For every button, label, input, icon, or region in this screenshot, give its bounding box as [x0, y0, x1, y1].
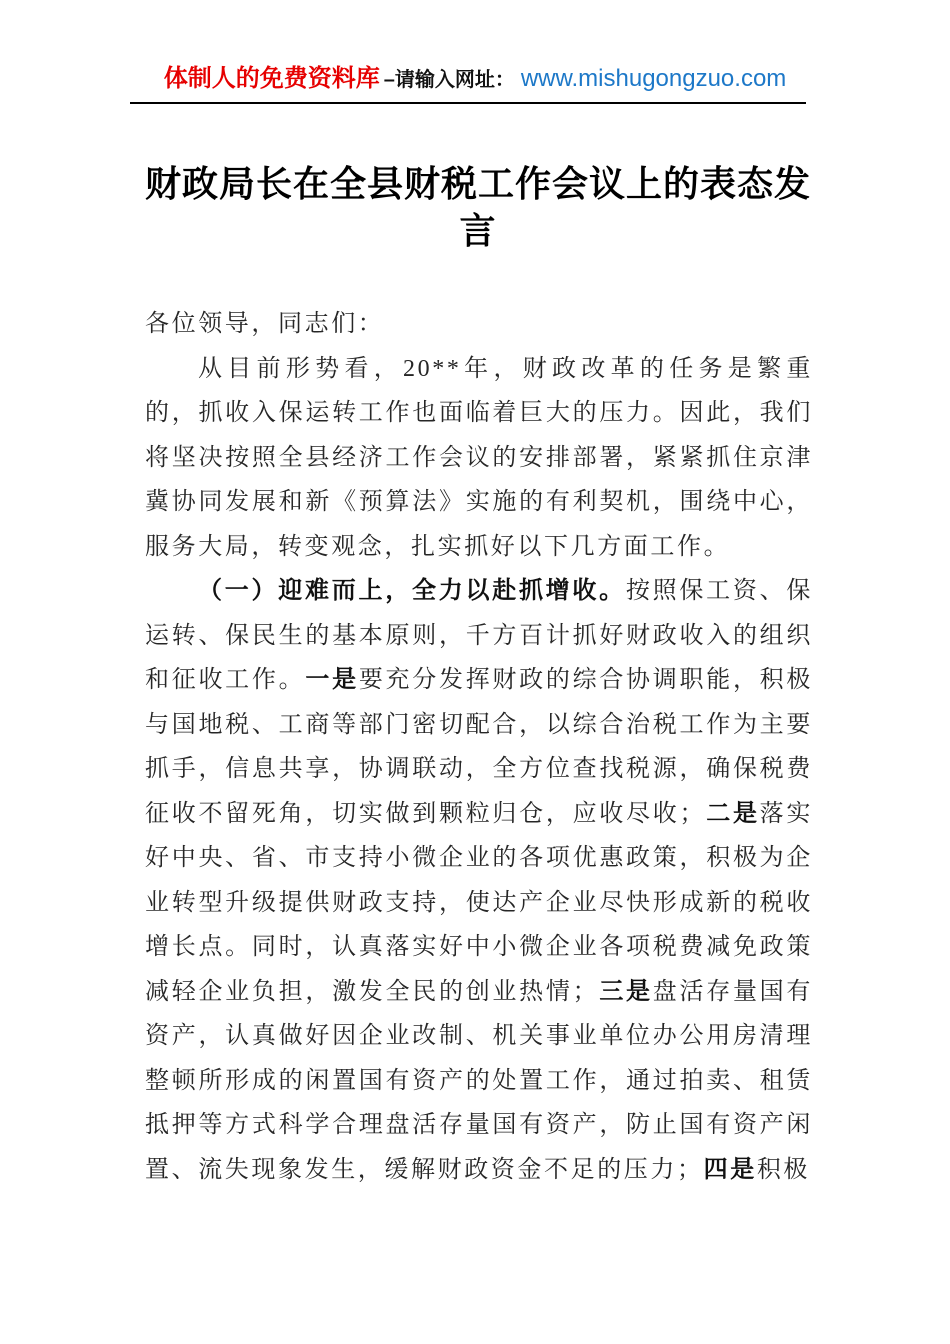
paragraph-intro: 从目前形势看，20**年，财政改革的任务是繁重的，抓收入保运转工作也面临着巨大的压力。因此，我们将坚决按照全县经济工作会议的安排部署，紧紧抓住京津冀协同发展和新《预算法》实施的有利契机，围绕中心，服务大局，转变观念，扎实抓好以下几方面工作。 [145, 355, 813, 560]
site-url-link[interactable]: www.mishugongzuo.com [520, 65, 787, 92]
paragraph-section-one: （一）迎难而上，全力以赴抓增收。按照保工资、保运转、保民生的基本原则，千方百计抓好财政收入的组织和征收工作。一是要充分发挥财政的综合协调职能，积极与国地税、工商等部门密切配合，以综合治税工作为主要抓手，信息共享，协调联动，全方位查找税源，确保税费征收不留死角，切实做到颗粒归仓，应收尽收；二是落实好中央、省、市支持小微企业的各项优惠政策，积极为企业转型升级提供财政支持，使达产企业尽快形成新的税收增长点。同时，认真落实好中小微企业各项税费减免政策减轻企业负担，激发全民的创业热情；三是盘活存量国有资产，认真做好因企业改制、机关事业单位办公用房清理整顿所形成的闲置国有资产的处置工作，通过拍卖、租赁抵押等方式科学合理盘活存量国有资产，防止国有资产闲置、流失现象发生，缓解财政资金不足的压力；四是积极 [145, 578, 814, 1183]
header-rule [130, 102, 806, 104]
document-body [145, 302, 813, 1192]
url-hint: –请输入网址： [383, 69, 515, 91]
document-title: 财政局长在全县财税工作会议上的表态发言 [144, 164, 811, 251]
site-brand: 体制人的免费资料库 [163, 65, 380, 92]
site-header [0, 64, 950, 97]
paragraph-greeting: 各位领导，同志们： [145, 311, 385, 337]
